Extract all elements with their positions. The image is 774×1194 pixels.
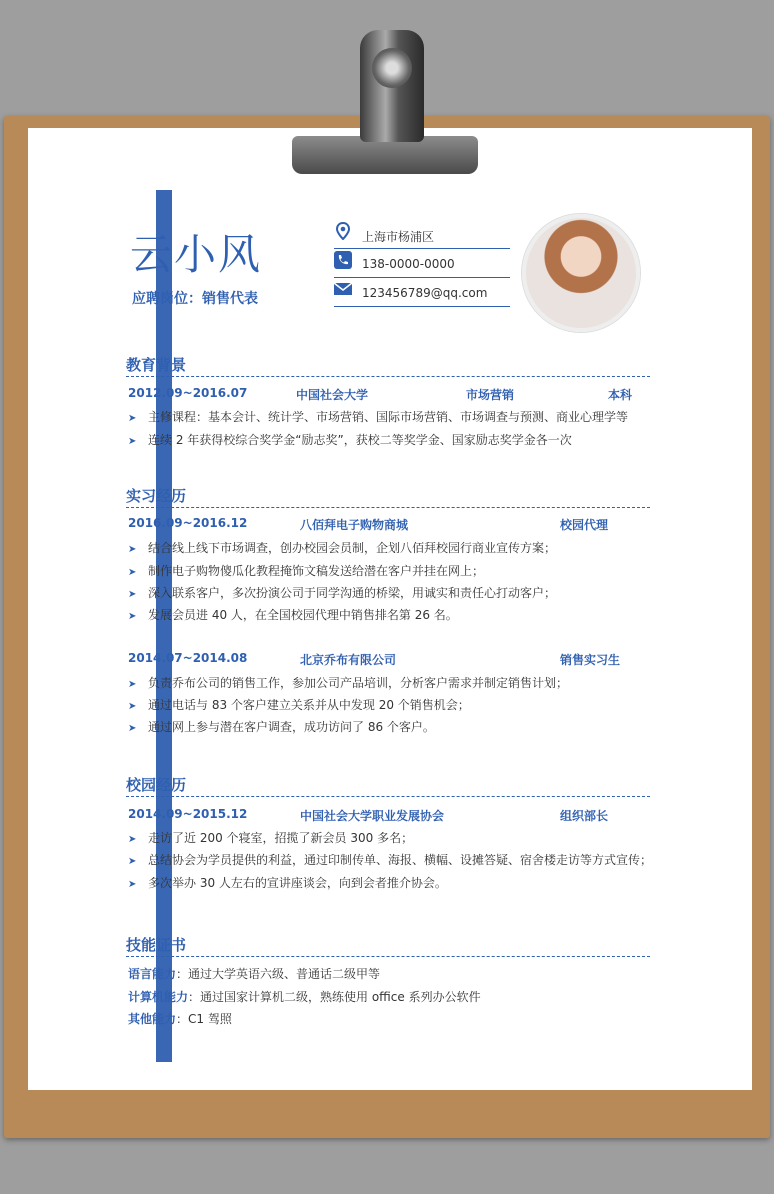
arrow-icon: ➤ (128, 679, 137, 690)
arrow-icon: ➤ (128, 413, 137, 424)
section-campus (126, 772, 650, 797)
arrow-icon: ➤ (128, 436, 137, 447)
education-row (128, 386, 650, 402)
skill-key: 语言能力 (128, 967, 177, 981)
skill-item (128, 1010, 232, 1027)
contact-text: 上海市杨浦区 (362, 230, 435, 244)
arrow-icon: ➤ (128, 589, 137, 600)
role: 组织部长 (560, 809, 609, 823)
skill-value: ：通过大学英语六级、普通话二级甲等 (176, 967, 381, 981)
arrow-icon: ➤ (128, 701, 137, 712)
section-skills (126, 932, 650, 957)
list-item: ➤ 连续 2 年获得校综合奖学金“励志奖”，获校二等奖学金、国家励志奖学金各一次 (128, 433, 572, 447)
degree: 本科 (608, 388, 633, 402)
list-item: ➤ 深入联系客户，多次扮演公司于同学沟通的桥梁，用诚实和责任心打动客户； (128, 586, 557, 600)
list-item: ➤ 主修课程：基本会计、统计学、市场营销、国际市场营销、市场调查与预测、商业心理学等 (128, 410, 629, 424)
period: 2014.07~2014.08 (128, 651, 248, 665)
list-item: ➤ 制作电子购物傻瓜化教程掩饰文稿发送给潜在客户并挂在网上； (128, 564, 485, 578)
section-internship (126, 483, 650, 508)
list-item: ➤ 负责乔布公司的销售工作，参加公司产品培训，分析客户需求并制定销售计划； (128, 676, 569, 690)
contact-text: 123456789@qq.com (362, 286, 488, 300)
role: 销售实习生 (560, 653, 621, 667)
section-title: 技能证书 (126, 936, 187, 954)
skill-value: ：通过国家计算机二级，熟练使用 office 系列办公软件 (188, 990, 481, 1004)
organization: 八佰拜电子购物商城 (300, 518, 409, 532)
major: 市场营销 (466, 388, 515, 402)
campus-row (128, 807, 650, 823)
list-item: ➤ 多次举办 30 人左右的宣讲座谈会，向到会者推介协会。 (128, 876, 447, 890)
candidate-name: 云小风 (130, 230, 263, 279)
skill-item (128, 965, 380, 982)
list-item: ➤ 通过网上参与潜在客户调查，成功访问了 86 个客户。 (128, 720, 435, 734)
mail-icon (334, 280, 352, 298)
contact-text: 138-0000-0000 (362, 257, 455, 271)
organization: 中国社会大学职业发展协会 (300, 809, 445, 823)
arrow-icon: ➤ (128, 856, 137, 867)
contact-email (334, 280, 510, 307)
list-item: ➤ 通过电话与 83 个客户建立关系并从中发现 20 个销售机会； (128, 698, 470, 712)
section-title: 校园经历 (126, 776, 187, 794)
section-title: 教育背景 (126, 356, 187, 374)
role: 校园代理 (560, 518, 609, 532)
arrow-icon: ➤ (128, 611, 137, 622)
arrow-icon: ➤ (128, 879, 137, 890)
list-item: ➤ 走访了近 200 个寝室，招揽了新会员 300 多名； (128, 831, 414, 845)
list-item: ➤ 总结协会为学员提供的利益，通过印制传单、海报、横幅、设摊答疑、宿舍楼走访等方式宣传； (128, 853, 653, 867)
skill-value: ：C1 驾照 (176, 1012, 232, 1026)
arrow-icon: ➤ (128, 567, 137, 578)
organization: 北京乔布有限公司 (300, 653, 397, 667)
period: 2012.09~2016.07 (128, 386, 248, 400)
list-item: ➤ 发展会员进 40 人，在全国校园代理中销售排名第 26 名。 (128, 608, 458, 622)
period: 2016.09~2016.12 (128, 516, 248, 530)
skill-item (128, 988, 481, 1005)
internship-row (128, 651, 650, 667)
job-title: 应聘岗位：销售代表 (132, 291, 258, 307)
skill-key: 计算机能力 (128, 990, 189, 1004)
location-pin-icon (334, 222, 352, 240)
arrow-icon: ➤ (128, 723, 137, 734)
list-item: ➤ 结合线上线下市场调查，创办校园会员制，企划八佰拜校园行商业宣传方案； (128, 541, 557, 555)
binder-clip-ring (372, 48, 412, 88)
school: 中国社会大学 (296, 388, 369, 402)
arrow-icon: ➤ (128, 544, 137, 555)
section-title: 实习经历 (126, 487, 187, 505)
contact-phone (334, 251, 510, 278)
internship-row (128, 516, 650, 532)
section-education (126, 352, 650, 377)
arrow-icon: ➤ (128, 834, 137, 845)
skill-key: 其他能力 (128, 1012, 177, 1026)
phone-icon (334, 251, 352, 269)
contact-address (334, 222, 510, 249)
period: 2014.09~2015.12 (128, 807, 248, 821)
avatar-photo (522, 214, 640, 332)
